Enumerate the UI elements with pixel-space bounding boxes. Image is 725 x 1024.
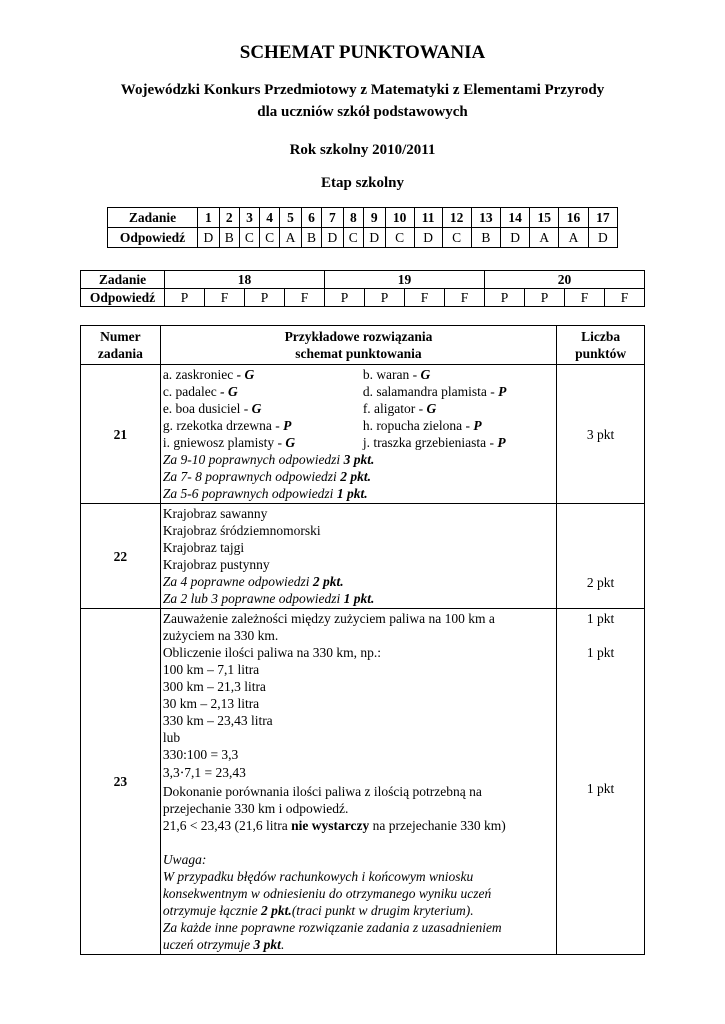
comparison-line (163, 817, 554, 834)
answers-table-1 (107, 207, 618, 248)
answer-cell: D (588, 228, 617, 248)
note-text-end: (traci punkt w drugim kryterium). (291, 903, 474, 918)
col-task-number-line1: Numer (100, 329, 141, 344)
task-number-cell: 16 (559, 208, 588, 228)
scoring-points: 2 pkt. (340, 469, 371, 484)
classification-mark: G (285, 435, 296, 450)
task-number-cell: 10 (385, 208, 414, 228)
task-21-scoring-3 (163, 485, 554, 502)
task-number-cell: 1 (198, 208, 220, 228)
points-criterion-3: 1 pkt (586, 781, 615, 796)
spacer (559, 627, 642, 644)
answer-cell: A (559, 228, 588, 248)
animal-text: a. zaskroniec (162, 367, 237, 382)
answer-cell: P (245, 289, 285, 307)
answer-cell: B (471, 228, 500, 248)
answer-cell: D (363, 228, 385, 248)
task-21-points: 3 pkt (557, 365, 645, 504)
classification-mark: G (420, 367, 431, 382)
scoring-table (80, 325, 645, 955)
answer-cell: P (325, 289, 365, 307)
task-row-21 (81, 365, 645, 504)
task-number-cell: 19 (325, 271, 485, 289)
answer-cell: F (605, 289, 645, 307)
task-row-22 (81, 504, 645, 609)
col-points-line2: punktów (575, 346, 627, 361)
answer-cell: A (530, 228, 559, 248)
scoring-text: Za 2 lub 3 poprawne odpowiedzi (162, 591, 344, 606)
classification-mark: P (283, 418, 292, 433)
task-number-cell: 9 (363, 208, 385, 228)
task-number-cell: 11 (414, 208, 442, 228)
task-number-cell: 8 (343, 208, 363, 228)
task-number-cell: 2 (219, 208, 239, 228)
answer-cell: A (280, 228, 302, 248)
task-21-scoring-1 (163, 451, 554, 468)
note-text-end: . (280, 937, 285, 952)
task-number-cell: 6 (301, 208, 321, 228)
classification-mark: P (473, 418, 482, 433)
answer-left (163, 383, 363, 400)
answer-cell: B (219, 228, 239, 248)
task-header: Zadanie (81, 271, 165, 289)
solution-line: Krajobraz sawanny (162, 506, 268, 521)
answers-table-2-task-row (81, 271, 645, 289)
task-number: 22 (81, 504, 161, 609)
solution-line: Zauważenie zależności między zużyciem paliwa na 100 km a (162, 611, 495, 626)
answer-left (163, 400, 363, 417)
solution-line: zużyciem na 330 km. (162, 628, 279, 643)
task-number-cell: 4 (260, 208, 280, 228)
scoring-points: 3 pkt. (343, 452, 375, 467)
note-text: uczeń otrzymuje (162, 937, 254, 952)
scoring-text: Za 7- 8 poprawnych odpowiedzi (162, 469, 341, 484)
classification-mark: - G (236, 367, 255, 382)
note-title: Uwaga: (162, 852, 207, 867)
answer-right (363, 400, 436, 417)
answers-table-2-answer-row (81, 289, 645, 307)
answer-cell: F (205, 289, 245, 307)
task-number-cell: 13 (471, 208, 500, 228)
contest-name: Wojewódzki Konkurs Przedmiotowy z Matematyki z Elementami Przyrody (120, 82, 605, 98)
note-points: 3 pkt (253, 937, 281, 952)
solution-line: 300 km – 21,3 litra (162, 679, 266, 694)
col-task-number (81, 326, 161, 365)
scoring-points: 2 pkt. (312, 574, 344, 589)
task-22-solution (160, 504, 556, 609)
scoring-points: 1 pkt. (336, 486, 368, 501)
answer-cell: F (445, 289, 485, 307)
answer-header: Odpowiedź (108, 228, 198, 248)
task-number-cell: 5 (280, 208, 302, 228)
task-number-cell: 3 (239, 208, 259, 228)
solution-line: 30 km – 2,13 litra (162, 696, 260, 711)
answers-table-1-task-row (108, 208, 618, 228)
audience: dla uczniów szkół podstawowych (257, 104, 468, 120)
classification-mark: G (426, 401, 437, 416)
comparison-text: 21,6 < 23,43 (21,6 litra (162, 818, 292, 833)
solution-line: Krajobraz śródziemnomorski (162, 523, 321, 538)
scoring-text: Za 4 poprawne odpowiedzi (162, 574, 313, 589)
animal-text: j. traszka grzebieniasta - (362, 435, 498, 450)
task-22-points: 2 pkt (557, 504, 645, 609)
spacer (559, 661, 642, 780)
task-22-scoring-1 (163, 573, 554, 590)
school-year: Rok szkolny 2010/2011 (289, 142, 436, 158)
col-solutions (160, 326, 556, 365)
scoring-header-row (81, 326, 645, 365)
task-number: 23 (81, 609, 161, 955)
answer-cell: C (343, 228, 363, 248)
col-points (557, 326, 645, 365)
note-points: 2 pkt. (261, 903, 292, 918)
scoring-text: Za 5-6 poprawnych odpowiedzi (162, 486, 337, 501)
answer-cell: C (385, 228, 414, 248)
answer-cell: F (405, 289, 445, 307)
answer-right (363, 366, 430, 383)
answer-cell: P (525, 289, 565, 307)
task-number-cell: 15 (530, 208, 559, 228)
page-title: SCHEMAT PUNKTOWANIA (239, 42, 486, 63)
answer-pair (163, 366, 554, 383)
task-number-cell: 17 (588, 208, 617, 228)
stage: Etap szkolny (321, 175, 404, 191)
answer-cell: D (198, 228, 220, 248)
task-number: 21 (81, 365, 161, 504)
animal-text: c. padalec (162, 384, 221, 399)
note-line (163, 902, 554, 919)
answer-cell: D (322, 228, 344, 248)
task-number-cell: 20 (485, 271, 645, 289)
solution-line: przejechanie 330 km i odpowiedź. (162, 801, 349, 816)
answer-right (363, 434, 506, 451)
answer-pair (163, 417, 554, 434)
formula-line: 3,3⋅7,1 = 23,43 (162, 765, 246, 780)
animal-text: e. boa dusiciel - (162, 401, 252, 416)
task-number-cell: 18 (165, 271, 325, 289)
answers-table-2 (80, 270, 645, 307)
note-line: konsekwentnym w odniesieniu do otrzymanego wyniku uczeń (162, 886, 492, 901)
note-line (163, 936, 554, 953)
answer-left (163, 417, 363, 434)
solution-line: Krajobraz pustynny (162, 557, 270, 572)
answer-cell: C (442, 228, 471, 248)
points-criterion-1: 1 pkt (586, 611, 615, 626)
answer-header: Odpowiedź (81, 289, 165, 307)
task-22-scoring-2 (163, 590, 554, 607)
task-23-points (557, 609, 645, 955)
answer-pair (163, 400, 554, 417)
classification-mark: P (498, 384, 507, 399)
answer-cell: F (285, 289, 325, 307)
solution-line: 330:100 = 3,3 (162, 747, 239, 762)
task-21-scoring-2 (163, 468, 554, 485)
solution-line: Dokonanie porównania ilości paliwa z ilością potrzebną na (162, 784, 482, 799)
answer-cell: P (365, 289, 405, 307)
scoring-points: 1 pkt. (343, 591, 375, 606)
classification-mark: P (497, 435, 506, 450)
answer-cell: D (414, 228, 442, 248)
classification-mark: - G (220, 384, 238, 399)
col-solutions-line2: schemat punktowania (295, 346, 422, 361)
answer-right (363, 417, 482, 434)
task-number-cell: 12 (442, 208, 471, 228)
solution-line: lub (162, 730, 181, 745)
task-row-23 (81, 609, 645, 955)
solution-line: 100 km – 7,1 litra (162, 662, 260, 677)
answer-cell: P (485, 289, 525, 307)
task-23-solution (160, 609, 556, 955)
note-text: otrzymuje łącznie (162, 903, 262, 918)
task-number-cell: 7 (322, 208, 344, 228)
note-line: Za każde inne poprawne rozwiązanie zadania z uzasadnieniem (162, 920, 502, 935)
answer-cell: B (301, 228, 321, 248)
col-points-line1: Liczba (581, 329, 621, 344)
col-solutions-line1: Przykładowe rozwiązania (284, 329, 433, 344)
answer-cell: D (500, 228, 529, 248)
answer-left (163, 434, 363, 451)
solution-line: 330 km – 23,43 litra (162, 713, 273, 728)
animal-text: b. waran - (362, 367, 421, 382)
comparison-bold: nie wystarczy (291, 818, 370, 833)
task-header: Zadanie (108, 208, 198, 228)
answer-pair (163, 383, 554, 400)
answer-cell: C (239, 228, 259, 248)
points-criterion-2: 1 pkt (586, 645, 615, 660)
animal-text: g. rzekotka drzewna - (162, 418, 284, 433)
animal-text: i. gniewosz plamisty - (162, 435, 286, 450)
answer-right (363, 383, 507, 400)
col-task-number-line2: zadania (97, 346, 143, 361)
task-21-solution (160, 365, 556, 504)
answer-pair (163, 434, 554, 451)
animal-text: d. salamandra plamista - (362, 384, 499, 399)
classification-mark: G (251, 401, 262, 416)
answer-left (163, 366, 363, 383)
answer-cell: F (565, 289, 605, 307)
spacer (163, 834, 554, 851)
scoring-text: Za 9-10 poprawnych odpowiedzi (162, 452, 344, 467)
solution-line: Obliczenie ilości paliwa na 330 km, np.: (162, 645, 382, 660)
note-line: W przypadku błędów rachunkowych i końcowym wniosku (162, 869, 474, 884)
comparison-text-end: na przejechanie 330 km) (369, 818, 506, 833)
animal-text: h. ropucha zielona - (362, 418, 474, 433)
answer-cell: C (260, 228, 280, 248)
answer-cell: P (165, 289, 205, 307)
task-number-cell: 14 (500, 208, 529, 228)
animal-text: f. aligator - (362, 401, 427, 416)
solution-line: Krajobraz tajgi (162, 540, 245, 555)
answers-table-1-answer-row (108, 228, 618, 248)
task-21-answers (163, 366, 554, 451)
